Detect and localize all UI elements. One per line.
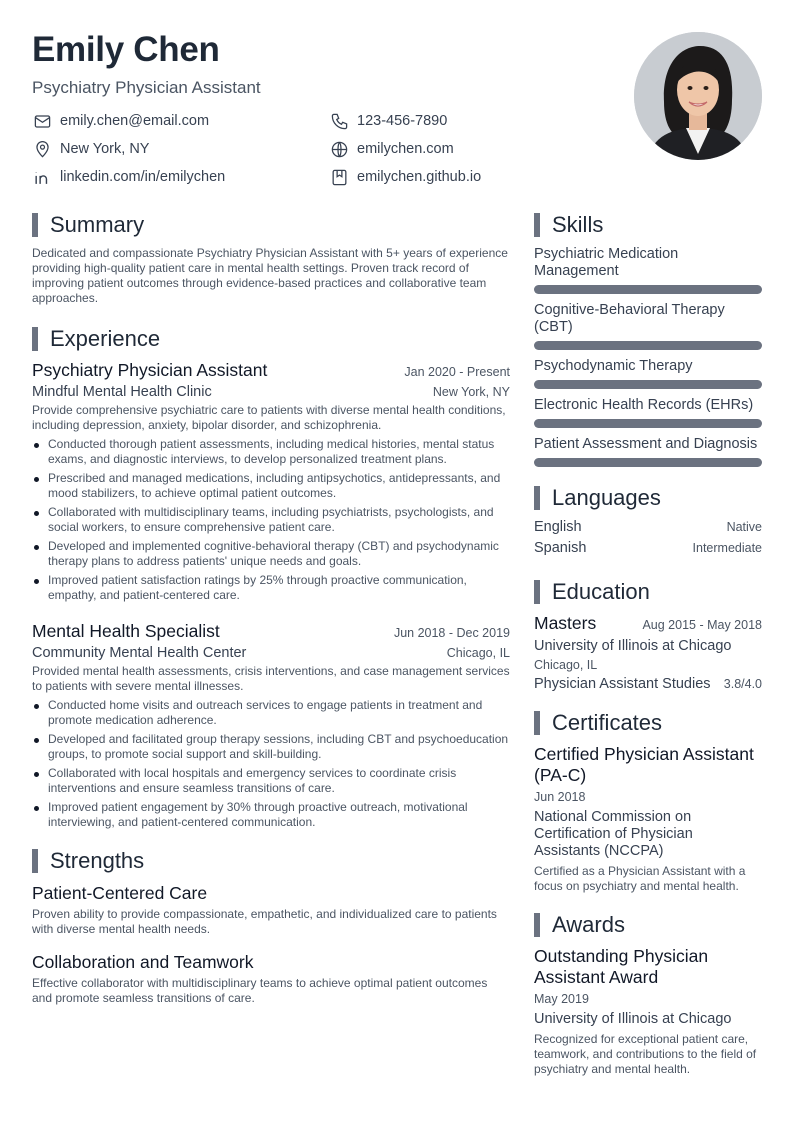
linkedin-text: linkedin.com/in/emilychen (60, 169, 226, 185)
bullet-item: Improved patient satisfaction ratings by 25% through proactive communication, empathy, and patient-centered care. (32, 573, 510, 603)
award-issuer: University of Illinois at Chicago (534, 1011, 732, 1027)
section-accent-bar (32, 849, 38, 873)
section-accent-bar (534, 580, 540, 604)
section-accent-bar (534, 213, 540, 237)
phone-text: 123-456-7890 (357, 113, 448, 129)
strength-description: Proven ability to provide compassionate, empathetic, and individualized care to patients with diverse mental health needs. (32, 907, 497, 936)
bullet-item: Conducted home visits and outreach services to engage patients in treatment and promote medication adherence. (32, 698, 510, 728)
skill-name: Psychodynamic Therapy (534, 358, 693, 374)
job-bullets (32, 698, 510, 830)
skill-name: Cognitive-Behavioral Therapy (CBT) (534, 302, 725, 335)
skill-item (534, 436, 762, 467)
contact-email[interactable] (32, 110, 329, 132)
strength-title: Collaboration and Teamwork (32, 952, 254, 972)
left-column (32, 212, 510, 1020)
language-name: English (534, 519, 582, 535)
certificate-name: Certified Physician Assistant (PA-C) (534, 744, 754, 785)
globe-icon (329, 139, 349, 159)
skill-level-bar (534, 380, 762, 389)
job-entry (32, 621, 510, 830)
job-description: Provide comprehensive psychiatric care to patients with diverse mental health conditions, including depression, anxiety, bipolar disorder, and schizophrenia. (32, 403, 506, 432)
contact-website[interactable] (329, 138, 569, 160)
section-accent-bar (534, 913, 540, 937)
skill-level-bar (534, 419, 762, 428)
job-description: Provided mental health assessments, crisis interventions, and case management services to patients with severe mental illnesses. (32, 664, 510, 693)
skill-item (534, 302, 762, 350)
section-accent-bar (534, 486, 540, 510)
summary-heading: Summary (32, 212, 510, 238)
education-degree: Masters (534, 613, 597, 633)
skill-item (534, 246, 762, 294)
language-item (534, 519, 762, 540)
job-dates: Jan 2020 - Present (404, 365, 510, 379)
education-dates: Aug 2015 - May 2018 (642, 618, 762, 632)
location-icon (32, 139, 52, 159)
section-accent-bar (534, 711, 540, 735)
certificates-heading: Certificates (534, 710, 762, 736)
education-section (534, 579, 762, 692)
experience-heading: Experience (32, 326, 510, 352)
section-accent-bar (32, 213, 38, 237)
right-column (534, 212, 762, 1095)
portfolio-icon (329, 167, 349, 187)
education-heading: Education (534, 579, 762, 605)
strength-title: Patient-Centered Care (32, 883, 208, 903)
certificate-date: Jun 2018 (534, 790, 586, 804)
job-title: Psychiatry Physician Assistant (32, 360, 268, 380)
contact-location (32, 138, 329, 160)
candidate-name: Emily Chen (32, 30, 220, 69)
bullet-item: Collaborated with local hospitals and emergency services to coordinate crisis interventions and ensure seamless transitions of care. (32, 766, 510, 796)
skill-name: Patient Assessment and Diagnosis (534, 436, 758, 452)
job-bullets (32, 437, 510, 603)
bullet-item: Developed and implemented cognitive-behavioral therapy (CBT) and psychodynamic therapy plans to address patients' unique needs and goals. (32, 539, 510, 569)
skill-name: Psychiatric Medication Management (534, 246, 679, 279)
skill-name: Electronic Health Records (EHRs) (534, 397, 754, 413)
contact-list (32, 110, 592, 188)
awards-heading: Awards (534, 912, 762, 938)
award-name: Outstanding Physician Assistant Award (534, 946, 709, 987)
job-company: Mindful Mental Health Clinic (32, 384, 212, 400)
candidate-title: Psychiatry Physician Assistant (32, 78, 261, 97)
skill-item (534, 397, 762, 428)
bullet-item: Conducted thorough patient assessments, including medical histories, mental status exams, and diagnostic interviews, to develop personalized treatment plans. (32, 437, 510, 467)
language-name: Spanish (534, 540, 587, 556)
skill-item (534, 358, 762, 389)
portfolio-text: emilychen.github.io (357, 169, 482, 185)
strength-description: Effective collaborator with multidisciplinary teams to achieve optimal patient outcomes and promote seamless transitions of care. (32, 976, 488, 1005)
bullet-item: Prescribed and managed medications, including antipsychotics, antidepressants, and mood stabilizers, to achieve optimal patient outcomes. (32, 471, 510, 501)
language-level: Intermediate (692, 541, 762, 555)
job-title: Mental Health Specialist (32, 621, 220, 641)
resume-header (32, 28, 592, 188)
strengths-heading: Strengths (32, 848, 510, 874)
certificates-section (534, 710, 762, 894)
email-icon (32, 111, 52, 131)
job-dates: Jun 2018 - Dec 2019 (393, 626, 510, 640)
language-item (534, 540, 762, 561)
strength-entry (32, 951, 510, 1006)
strength-entry (32, 882, 510, 937)
summary-text: Dedicated and compassionate Psychiatry Physician Assistant with 5+ years of experience providing high-quality patient care in mental health settings. Proven track record of improving patient outcomes through evidence-based practices and collaborative team approaches. (32, 246, 508, 305)
languages-heading: Languages (534, 485, 762, 511)
education-school: University of Illinois at Chicago (534, 638, 732, 654)
certificate-issuer: National Commission on Certification of Physician Assistants (NCCPA) (534, 809, 693, 859)
skill-level-bar (534, 285, 762, 294)
bullet-item: Collaborated with multidisciplinary teams, including psychiatrists, psychologists, and social workers, to ensure comprehensive patient care. (32, 505, 510, 535)
email-text: emily.chen@email.com (60, 113, 210, 129)
language-level: Native (726, 520, 762, 534)
bullet-item: Improved patient engagement by 30% through proactive outreach, motivational interviewing, and patient-centered communication. (32, 800, 510, 830)
award-description: Recognized for exceptional patient care, teamwork, and contributions to the field of psychiatry and mental health. (534, 1032, 757, 1076)
linkedin-icon (32, 167, 52, 187)
skills-heading: Skills (534, 212, 762, 238)
location-text: New York, NY (60, 141, 150, 157)
education-location: Chicago, IL (534, 658, 598, 672)
contact-linkedin[interactable] (32, 166, 329, 188)
awards-section (534, 912, 762, 1077)
skill-level-bar (534, 458, 762, 467)
education-field: Physician Assistant Studies (534, 676, 711, 692)
education-gpa: 3.8/4.0 (723, 677, 762, 691)
bullet-item: Developed and facilitated group therapy sessions, including CBT and psychoeducation groups, to promote social support and skill-building. (32, 732, 510, 762)
job-location: New York, NY (432, 385, 510, 399)
skill-level-bar (534, 341, 762, 350)
job-location: Chicago, IL (446, 646, 510, 660)
languages-section (534, 485, 762, 561)
contact-phone[interactable] (329, 110, 569, 132)
section-accent-bar (32, 327, 38, 351)
skills-section (534, 212, 762, 467)
certificate-description: Certified as a Physician Assistant with a focus on psychiatry and mental health. (534, 864, 746, 893)
contact-portfolio[interactable] (329, 166, 569, 188)
award-date: May 2019 (534, 992, 589, 1006)
profile-photo (634, 32, 762, 160)
phone-icon (329, 111, 349, 131)
job-company: Community Mental Health Center (32, 645, 247, 661)
website-text: emilychen.com (357, 141, 454, 157)
job-entry (32, 360, 510, 603)
